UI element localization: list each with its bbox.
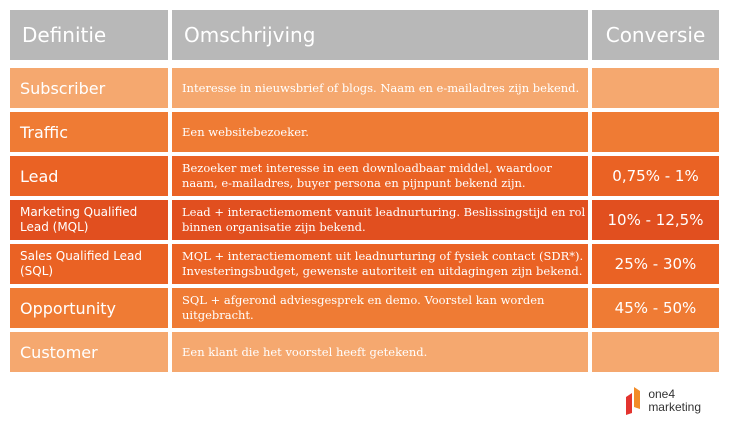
row-definitie: Sales Qualified Lead (SQL) <box>20 249 143 278</box>
logo-text-line1: one4 <box>648 387 676 401</box>
row-conversie: 45% - 50% <box>614 299 697 317</box>
row-conversie: 25% - 30% <box>614 255 697 273</box>
funnel-definition-table <box>10 10 719 376</box>
row-omschrijving: Interesse in nieuwsbrief of blogs. Naam en e-mailadres zijn bekend. <box>182 80 580 95</box>
logo-mark-icon <box>624 387 642 415</box>
row-omschrijving: Een websitebezoeker. <box>182 124 309 139</box>
row-omschrijving: Een klant die het voorstel heeft getekend. <box>182 344 428 359</box>
one4marketing-logo <box>624 387 701 415</box>
row-definitie: Subscriber <box>20 78 106 98</box>
row-definitie: Lead <box>20 166 59 186</box>
header-conversie: Conversie <box>592 10 719 60</box>
table-row <box>10 68 719 108</box>
header-omschrijving: Omschrijving <box>172 10 588 60</box>
table-row <box>10 288 719 328</box>
row-definitie: Opportunity <box>20 298 117 318</box>
logo-text-line2: marketing <box>648 400 701 414</box>
table-row <box>10 200 719 240</box>
row-omschrijving: Lead + interactiemoment vanuit leadnurturing. Beslissingstijd en rol binnen organisatie zijn bekend. <box>182 205 586 234</box>
row-conversie: 0,75% - 1% <box>612 167 699 185</box>
table-row <box>10 244 719 284</box>
row-omschrijving: SQL + afgerond adviesgesprek en demo. Voorstel kan worden uitgebracht. <box>182 293 545 322</box>
row-omschrijving: MQL + interactiemoment uit leadnurturing of fysiek contact (SDR*). Investeringsbudget, gewenste autoriteit en uitdagingen zijn bekend. <box>182 249 584 278</box>
header-definitie: Definitie <box>10 10 168 60</box>
table-header <box>10 10 719 60</box>
row-conversie: 10% - 12,5% <box>607 211 704 229</box>
row-definitie: Customer <box>20 342 98 362</box>
row-omschrijving: Bezoeker met interesse in een downloadbaar middel, waardoor naam, e-mailadres, buyer persona en pijnpunt bekend zijn. <box>182 161 552 190</box>
row-definitie: Marketing Qualified Lead (MQL) <box>20 205 138 234</box>
table-row <box>10 332 719 372</box>
row-definitie: Traffic <box>20 122 69 142</box>
table-row <box>10 156 719 196</box>
table-row <box>10 112 719 152</box>
